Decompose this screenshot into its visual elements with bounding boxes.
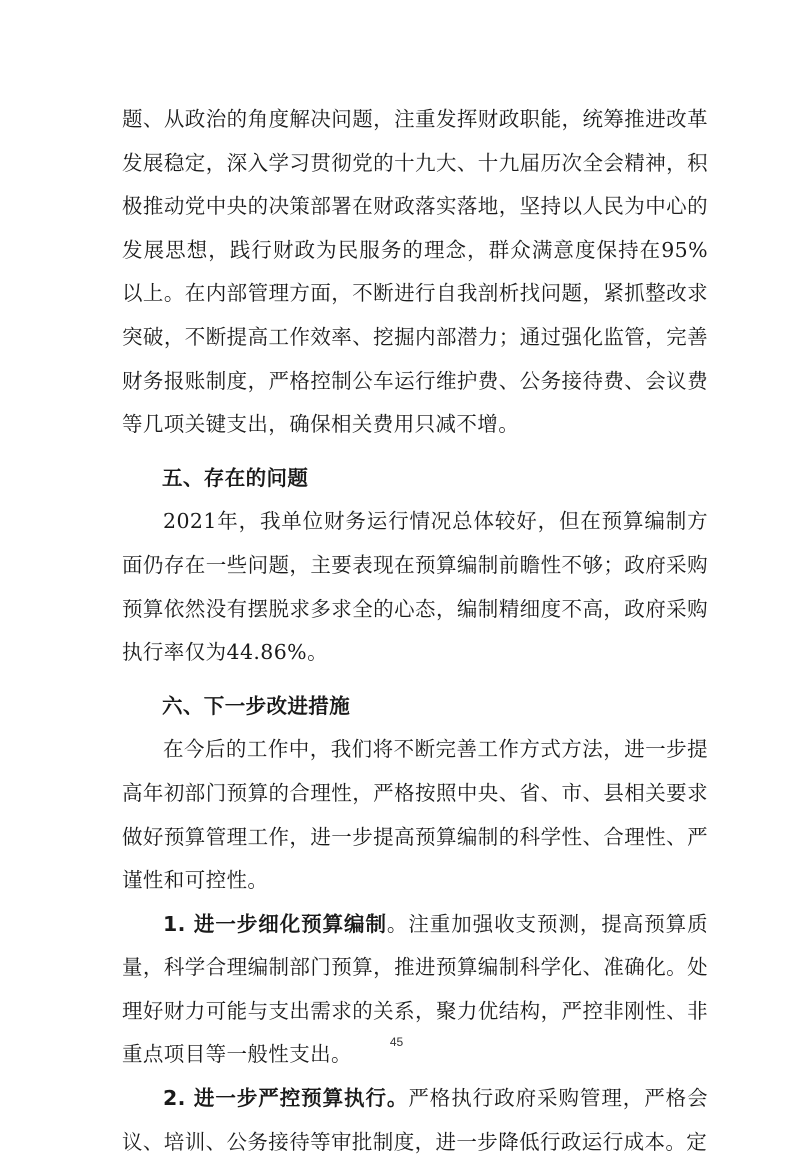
paragraph-5	[122, 1077, 708, 1164]
paragraph-2: 2021年，我单位财务运行情况总体较好，但在预算编制方面仍存在一些问题，主要表现在预算编制前瞻性不够；政府采购预算依然没有摆脱求多求全的心态，编制精细度不高，政府采购执行率仅为44.86%。	[122, 509, 708, 665]
section-heading-5: 五、存在的问题	[162, 465, 309, 490]
paragraph-1: 题、从政治的角度解决问题，注重发挥财政职能，统筹推进改革发展稳定，深入学习贯彻党的十九大、十九届历次全会精神，积极推动党中央的决策部署在财政落实落地，坚持以人民为中心的发展思想，践行财政为民服务的理念，群众满意度保持在95%以上。在内部管理方面，不断进行自我剖析找问题，紧抓整改求突破，不断提高工作效率、挖掘内部潜力；通过强化监管，完善财务报账制度，严格控制公车运行维护费、公务接待费、会议费等几项关键支出，确保相关费用只减不增。	[122, 107, 708, 437]
paragraph-3: 在今后的工作中，我们将不断完善工作方式方法，进一步提高年初部门预算的合理性，严格按照中央、省、市、县相关要求做好预算管理工作，进一步提高预算编制的科学性、合理性、严谨性和可控性。	[122, 737, 708, 893]
paragraph-5-body: 严格执行政府采购管理，严格会议、培训、公务接待等审批制度，进一步降低行政运行成本。定	[122, 1086, 709, 1154]
page-number: 45	[389, 1035, 404, 1049]
paragraph-4	[122, 903, 708, 1077]
paragraph-5-lead: 2. 进一步严控预算执行。	[163, 1086, 409, 1111]
paragraph-4-body: 。注重加强收支预测，提高预算质量，科学合理编制部门预算，推进预算编制科学化、准确化。处理好财力可能与支出需求的关系，聚力优结构，严控非刚性、非重点项目等一般性支出。	[122, 911, 708, 1067]
body-text	[122, 98, 708, 1164]
section-heading-6: 六、下一步改进措施	[162, 693, 351, 718]
paragraph-4-lead: 1. 进一步细化预算编制	[163, 911, 387, 936]
